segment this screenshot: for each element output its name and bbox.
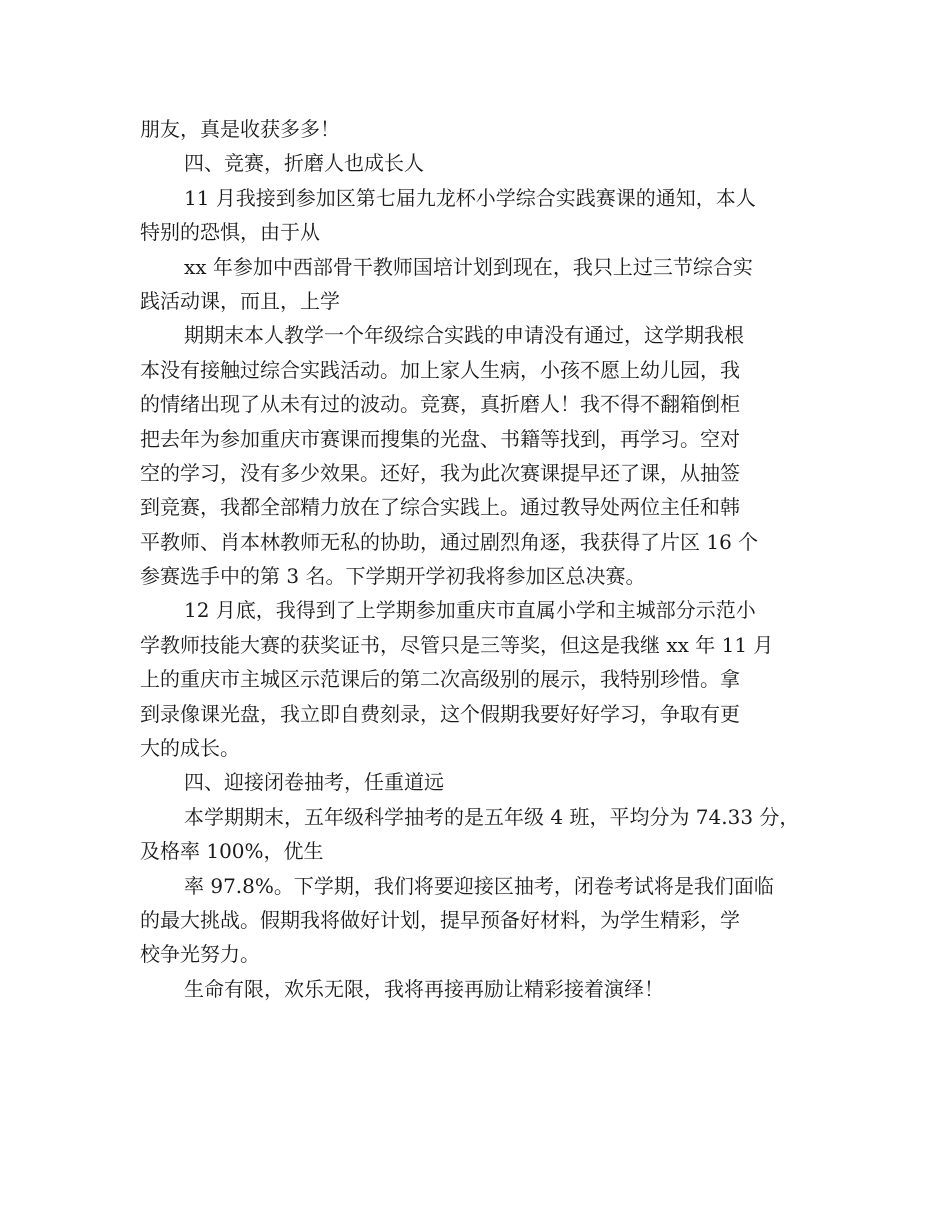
text-line: 朋友，真是收获多多！: [140, 117, 340, 141]
text-line: 特别的恐惧，由于从: [140, 220, 320, 245]
text-line: 平教师、肖本林教师无私的协助，通过剧烈角逐，我获得了片区 16 个: [140, 529, 759, 554]
text-line: 践活动课，而且，上学: [140, 288, 340, 313]
text-line: 学教师技能大赛的获奖证书，尽管只是三等奖，但这是我继 xx 年 11 月: [140, 632, 774, 657]
text-line: 率 97.8%。下学期，我们将要迎接区抽考，闭卷考试将是我们面临: [184, 873, 774, 898]
text-line: 及格率 100%，优生: [140, 839, 324, 864]
text-line: 大的成长。: [140, 736, 240, 761]
text-line: 生命有限，欢乐无限，我将再接再励让精彩接着演绎！: [184, 976, 664, 1001]
text-line: 四、迎接闭卷抽考，任重道远: [184, 770, 444, 795]
text-line: 四、竞赛，折磨人也成长人: [184, 151, 424, 176]
text-line: 期期末本人教学一个年级综合实践的申请没有通过，这学期我根: [184, 323, 744, 348]
text-line: 校争光努力。: [140, 942, 260, 967]
text-line: 把去年为参加重庆市赛课而搜集的光盘、书籍等找到，再学习。空对: [140, 426, 740, 451]
text-line: 到录像课光盘，我立即自费刻录，这个假期我要好好学习，争取有更: [140, 701, 740, 726]
text-line: 本学期期末，五年级科学抽考的是五年级 4 班，平均分为 74.33 分，: [184, 804, 800, 829]
text-line: 到竞赛，我都全部精力放在了综合实践上。通过教导处两位主任和韩: [140, 495, 740, 520]
text-line: 的情绪出现了从未有过的波动。竞赛，真折磨人！我不得不翻箱倒柜: [140, 392, 740, 417]
text-line: 上的重庆市主城区示范课后的第二次高级别的展示，我特别珍惜。拿: [140, 667, 740, 692]
text-line: 参赛选手中的第 3 名。下学期开学初我将参加区总决赛。: [140, 564, 646, 589]
text-line: 本没有接触过综合实践活动。加上家人生病，小孩不愿上幼儿园，我: [140, 357, 740, 382]
document-body: [140, 112, 830, 1006]
text-line: 12 月底，我得到了上学期参加重庆市直属小学和主城部分示范小: [184, 598, 756, 623]
text-line: 11 月我接到参加区第七届九龙杯小学综合实践赛课的通知，本人: [184, 185, 756, 210]
text-line: xx 年参加中西部骨干教师国培计划到现在，我只上过三节综合实: [184, 254, 753, 279]
text-line: 空的学习，没有多少效果。还好，我为此次赛课提早还了课，从抽签: [140, 460, 740, 485]
text-line: 的最大挑战。假期我将做好计划，提早预备好材料，为学生精彩，学: [140, 907, 740, 932]
